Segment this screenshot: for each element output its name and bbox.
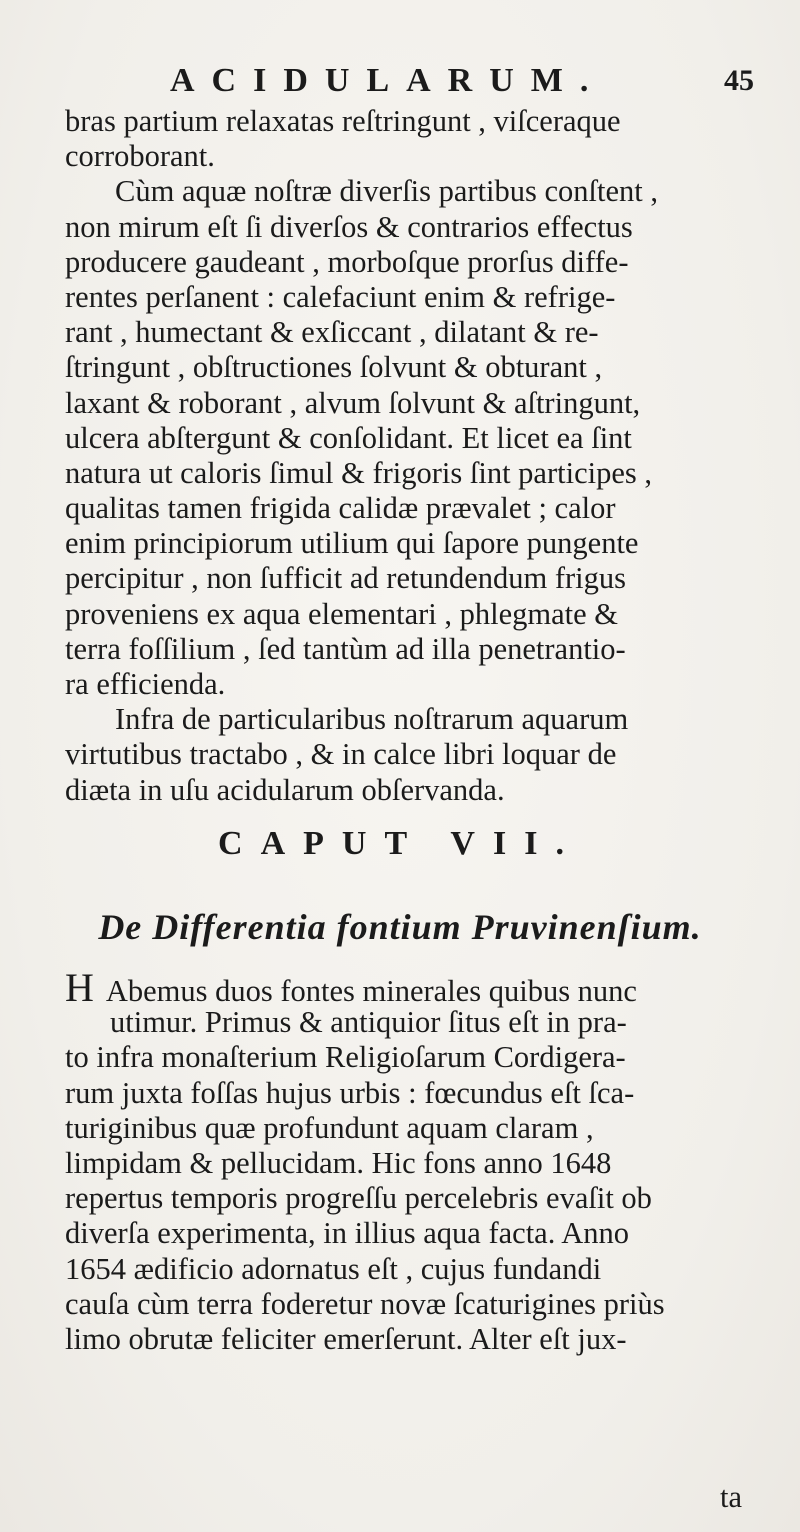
chapter-title: CAPUT VII. [218,825,582,862]
running-head: ACIDULARUM. [170,62,606,99]
text-line: cauſa cùm terra foderetur novæ ſcaturigines priùs [65,1286,665,1321]
text-line: Infra de particularibus noſtrarum aquarum [115,702,629,737]
text-line: diverſa experimenta, in illius aqua facta. Anno [65,1216,630,1251]
text-line: qualitas tamen frigida calidæ prævalet ; calor [65,491,616,526]
text-line: 1654 ædificio adornatus eſt , cujus fundandi [65,1251,602,1286]
text-line: laxant & roborant , alvum ſolvunt & aſtringunt, [65,385,641,420]
text-line: diæta in uſu acidularum obſervanda. [65,772,505,807]
text-line: proveniens ex aqua elementari , phlegmate & [65,596,619,631]
chapter-subtitle: De Differentia fontium Pruvinenſium. [98,907,702,947]
text-line: rant , humectant & exſiccant , dilatant & re- [65,315,599,350]
text-line: ra efficienda. [65,667,226,701]
text-line: turiginibus quæ profundunt aquam claram , [65,1110,594,1145]
text-line: percipitur , non ſufficit ad retundendum frigus [65,561,627,596]
text-line: corroborant. [65,139,215,174]
text-line: utimur. Primus & antiquior ſitus eſt in pra- [110,1005,627,1040]
text-line: rum juxta foſſas hujus urbis : fœcundus eſt ſca- [65,1075,635,1110]
page-header [0,62,800,102]
text-line: enim principiorum utilium qui ſapore pungente [65,526,639,561]
paragraph-1 [65,104,770,808]
text-line: terra foſſilium , ſed tantùm ad illa penetrantio- [65,631,626,666]
text-line: non mirum eſt ſi diverſos & contrarios effectus [65,209,633,244]
text-line: ulcera abſtergunt & conſolidant. Et licet ea ſint [65,420,632,455]
text-line: ſtringunt , obſtructiones ſolvunt & obturant , [65,350,603,385]
text-line: rentes perſanent : calefaciunt enim & refrige- [65,279,616,314]
page-number: 45 [724,64,754,97]
text-line: limpidam & pellucidam. Hic fons anno 1648 [65,1145,612,1180]
catchword: ta [719,1480,742,1514]
text-line: virtutibus tractabo , & in calce libri loquar de [65,737,617,772]
text-line: to infra monaſterium Religioſarum Cordigera- [65,1040,626,1075]
text-line: natura ut caloris ſimul & frigoris ſint participes , [65,455,652,490]
text-line: Cùm aquæ noſtræ diverſis partibus conſtent , [115,174,659,209]
text-line: bras partium relaxatas reſtringunt , viſceraque [65,104,621,138]
text-line: limo obrutæ feliciter emerſerunt. Alter eſt jux- [65,1321,627,1356]
paragraph-2 [65,965,770,1357]
text-line: producere gaudeant , morboſque prorſus diffe- [65,244,629,279]
text-line [65,965,770,1010]
text-line: repertus temporis progreſſu percelebris evaſit ob [65,1181,652,1216]
first-line-text: Abemus duos fontes minerales quibus nunc [105,974,637,1008]
drop-cap: H [65,965,94,1010]
